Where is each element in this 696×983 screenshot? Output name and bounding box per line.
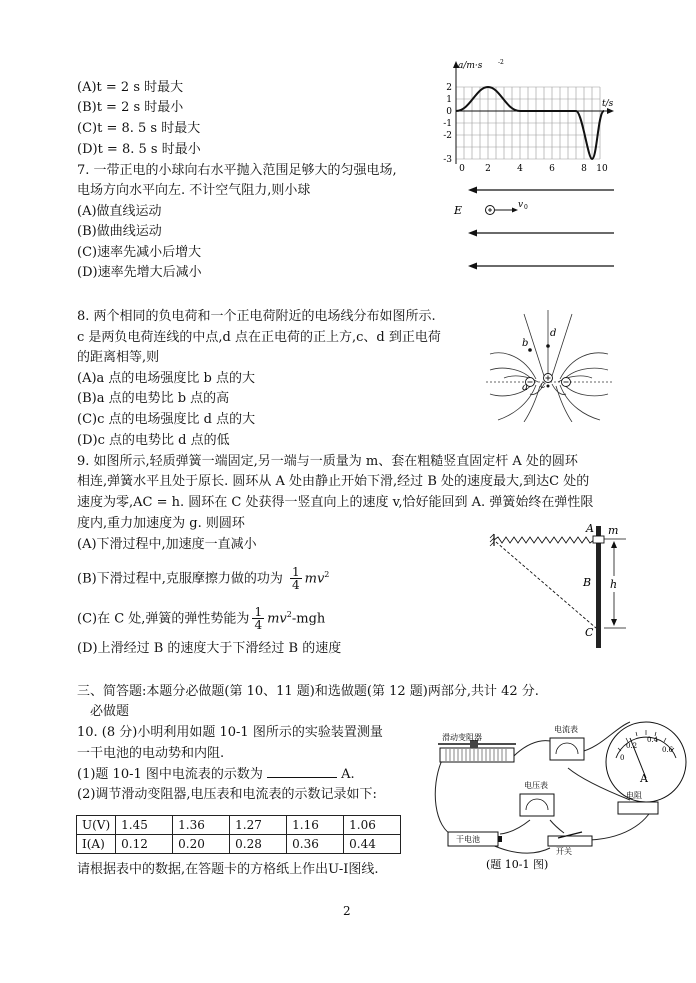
q7-option-d: (D)速率先增大后减小: [77, 265, 202, 280]
measurement-table: [76, 815, 401, 854]
fraction-one-quarter: [290, 566, 302, 591]
table-cell: 1.27: [230, 816, 287, 835]
height-h-label: h: [610, 578, 618, 591]
point-d-label: d: [550, 328, 557, 339]
page-number: 2: [343, 904, 351, 918]
mv-term: mv: [304, 571, 325, 587]
table-row: [77, 835, 401, 854]
rheostat-label: 滑动变阻器: [442, 733, 482, 742]
y-tick: -3: [443, 155, 452, 165]
q9-option-a: (A)下滑过程中,加速度一直减小: [77, 537, 257, 552]
frac-num: 1: [254, 605, 263, 620]
mass-m-label: m: [608, 524, 619, 537]
mv-exp: 2: [324, 570, 330, 579]
q7-option-a: (A)做直线运动: [77, 204, 162, 219]
switch-label: 开关: [556, 847, 572, 856]
table-row-label: I(A): [77, 835, 116, 854]
point-A-label: A: [586, 522, 594, 535]
meter-tick: 0.4: [647, 736, 659, 744]
point-c-label: c: [540, 380, 546, 391]
fraction-one-quarter: [252, 606, 264, 631]
q9-stem-1: 9. 如图所示,轻质弹簧一端固定,另一端与一质量为 m、套在粗糙竖直固定杆 A 处的圆环: [77, 454, 578, 469]
meter-tick: 0: [620, 754, 625, 762]
q7-stem-1: 7. 一带正电的小球向右水平抛入范围足够大的匀强电场,: [77, 163, 397, 178]
q7-stem-2: 电场方向水平向左. 不计空气阻力,则小球: [77, 183, 311, 198]
graph-y-unit: a/m·s: [458, 61, 483, 71]
battery-label: 干电池: [456, 835, 480, 844]
q8-option-b: (B)a 点的电势比 b 点的高: [77, 391, 230, 406]
q9-stem-2: 相连,弹簧水平且处于原长. 圆环从 A 处由静止开始下滑,经过 B 处的速度最大,到达C 处的: [77, 474, 590, 489]
meter-unit: A: [640, 772, 648, 785]
q10-stem-2: 一干电池的电动势和内阻.: [77, 746, 225, 761]
mv-term: mv: [267, 611, 287, 627]
figure-caption: (题 10-1 图): [486, 858, 549, 871]
frac-den: 4: [291, 578, 300, 593]
y-tick: -2: [443, 131, 452, 141]
x-tick: 2: [485, 164, 491, 174]
table-cell: 0.28: [230, 835, 287, 854]
q10-part-1-text: (1)题 10-1 图中电流表的示数为: [77, 767, 263, 782]
q9-option-c-text: (C)在 C 处,弹簧的弹性势能为: [77, 611, 250, 627]
table-row-label: U(V): [77, 816, 116, 835]
q8-field-lines-figure: [484, 306, 614, 422]
q9-spring-rod-figure: [486, 522, 626, 652]
x-tick: 6: [549, 164, 555, 174]
table-cell: 1.36: [173, 816, 230, 835]
meter-tick: 0.6: [662, 746, 674, 754]
answer-blank: [267, 765, 337, 778]
table-cell: 1.16: [287, 816, 344, 835]
table-cell: 0.20: [173, 835, 230, 854]
x-tick: 4: [517, 164, 523, 174]
q9-stem-3: 速度为零,AC = h. 圆环在 C 处获得一竖直向上的速度 v,恰好能回到 A. 弹簧始终在弹性限: [77, 495, 594, 510]
y-tick: 0: [446, 107, 452, 117]
graph-y-unit-exp: -2: [498, 59, 504, 66]
x-tick: 8: [581, 164, 587, 174]
x-tick: 10: [596, 164, 608, 174]
q10-part-1: [77, 765, 355, 784]
point-C-label: C: [585, 626, 594, 639]
section3-heading: 三、简答题:本题分必做题(第 10、11 题)和选做题(第 12 题)两部分,共计 42 分.: [77, 684, 539, 699]
q6-option-b: (B)t = 2 s 时最小: [77, 100, 184, 115]
q9-option-b: [77, 560, 329, 594]
velocity-sub: 0: [524, 204, 528, 211]
table-cell: 1.06: [344, 816, 401, 835]
y-tick: -1: [443, 119, 452, 129]
velocity-label: v: [518, 200, 524, 210]
section3-required: 必做题: [90, 704, 130, 719]
q6-option-c: (C)t = 8. 5 s 时最大: [77, 121, 201, 136]
q7-option-b: (B)做曲线运动: [77, 224, 162, 239]
q9-option-b-text: (B)下滑过程中,克服摩擦力做的功为: [77, 571, 283, 587]
field-label: E: [454, 204, 463, 217]
ammeter-label: 电流表: [554, 725, 578, 734]
q9-stem-4: 度内,重力加速度为 g. 则圆环: [77, 516, 245, 531]
x-tick: 0: [459, 164, 465, 174]
point-B-label: B: [583, 576, 592, 589]
q8-stem-3: 的距离相等,则: [77, 350, 160, 365]
q10-instruction: 请根据表中的数据,在答题卡的方格纸上作出U-I图线.: [77, 862, 379, 877]
q8-stem-2: c 是两负电荷连线的中点,d 点在正电荷的正上方,c、d 到正电荷: [77, 330, 441, 345]
q10-part-2: (2)调节滑动变阻器,电压表和电流表的示数记录如下:: [77, 787, 377, 802]
q10-part-1-tail: A.: [341, 767, 355, 782]
y-tick: 2: [446, 83, 452, 93]
q6-option-a: (A)t = 2 s 时最大: [77, 80, 184, 95]
q8-option-c: (C)c 点的电场强度比 d 点的大: [77, 412, 256, 427]
q6-option-d: (D)t = 8. 5 s 时最小: [77, 142, 201, 157]
table-cell: 0.44: [344, 835, 401, 854]
point-a-label: a: [522, 382, 528, 393]
point-b-label: b: [522, 338, 529, 349]
table-cell: 0.12: [116, 835, 173, 854]
voltmeter-label: 电压表: [524, 781, 548, 790]
graph-x-unit: t/s: [602, 99, 614, 109]
table-row: [77, 816, 401, 835]
q7-field-figure: [448, 182, 618, 274]
meter-tick: 0.2: [626, 742, 638, 750]
q6-acceleration-graph: [440, 56, 620, 176]
q10-stem-1: 10. (8 分)小明利用如题 10-1 图所示的实验装置测量: [77, 725, 383, 740]
frac-den: 4: [254, 618, 263, 633]
q8-option-d: (D)c 点的电势比 d 点的低: [77, 433, 230, 448]
q7-option-c: (C)速率先减小后增大: [77, 245, 202, 260]
resistor-label: 电阻: [626, 791, 642, 800]
table-cell: 1.45: [116, 816, 173, 835]
mv-exp: 2: [286, 610, 292, 619]
q9-option-c: [77, 600, 325, 634]
q10-circuit-figure: [430, 708, 690, 873]
y-tick: 1: [446, 95, 452, 105]
q8-stem-1: 8. 两个相同的负电荷和一个正电荷附近的电场线分布如图所示.: [77, 309, 436, 324]
table-cell: 0.36: [287, 835, 344, 854]
q9-option-c-tail: -mgh: [291, 611, 326, 627]
q8-option-a: (A)a 点的电场强度比 b 点的大: [77, 371, 256, 386]
q9-option-d: (D)上滑经过 B 的速度大于下滑经过 B 的速度: [77, 641, 342, 656]
frac-num: 1: [291, 565, 300, 580]
